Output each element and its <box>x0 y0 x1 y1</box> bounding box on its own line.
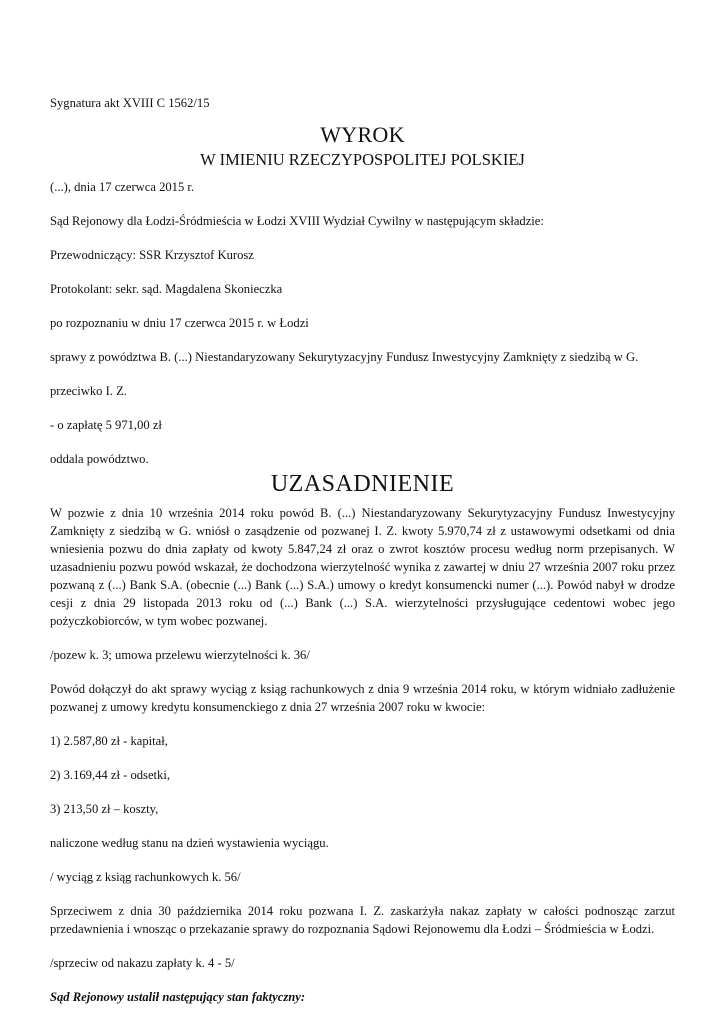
date-line: (...), dnia 17 czerwca 2015 r. <box>50 180 195 194</box>
reference-3: /sprzeciw od nakazu zapłaty k. 4 - 5/ <box>50 956 235 970</box>
justification-heading: UZASADNIENIE <box>270 471 455 497</box>
reference-2: / wyciąg z ksiąg rachunkowych k. 56/ <box>50 870 241 884</box>
list-item-capital: 1) 2.587,80 zł - kapitał, <box>50 734 168 748</box>
judgment-subtitle: W IMIENIU RZECZYPOSPOLITEJ POLSKIEJ <box>200 150 525 169</box>
justification-paragraph-2: Powód dołączył do akt sprawy wyciąg z ksiąg rachunkowych z dnia 9 września 2014 roku, w którym widniało zadłużenie pozwanej z umowy kredytu konsumenckiego z dnia 27 września 2007 roku w kwocie: <box>50 682 675 714</box>
justification-paragraph-1: W pozwie z dnia 10 września 2014 roku powód B. (...) Niestandaryzowany Sekurytyzacyjny Fundusz Inwestycyjny Zamknięty z siedzibą w G. wniósł o zasądzenie od pozwanej I. Z. kwoty 5.970,74 zł z ustawowymi odsetkami od dnia wniesienia pozwu do dnia zapłaty od kwoty 5.847,24 zł oraz o zwrot kosztów procesu według norm przepisanych. W uzasadnieniu pozwu powód wskazał, że dochodzona wierzytelność wynika z zawartej w dniu 27 września 2007 roku przez pozwaną z (...) Bank S.A. (obecnie (...) Bank (...) S.A.) umowy o kredyt konsumencki numer (...). Powód nabył w drodze cesji z dnia 29 listopada 2013 roku od (...) Bank (...) S.A. wierzytelności przysługujące cedentowi wobec jego pożyczkobiorców, w tym wobec pozwanej. <box>50 506 675 628</box>
chair-line: Przewodniczący: SSR Krzysztof Kurosz <box>50 248 254 262</box>
list-item-interest: 2) 3.169,44 zł - odsetki, <box>50 768 170 782</box>
judgment-title: WYROK <box>320 122 405 147</box>
verdict-line: oddala powództwo. <box>50 452 149 466</box>
facts-heading: Sąd Rejonowy ustalił następujący stan faktyczny: <box>50 990 306 1004</box>
claim-line: - o zapłatę 5 971,00 zł <box>50 418 162 432</box>
case-signature: Sygnatura akt XVIII C 1562/15 <box>50 96 210 110</box>
hearing-line: po rozpoznaniu w dniu 17 czerwca 2015 r. w Łodzi <box>50 316 309 330</box>
justification-paragraph-4: Sprzeciwem z dnia 30 października 2014 roku pozwana I. Z. zaskarżyła nakaz zapłaty w całości podnosząc zarzut przedawnienia i wnosząc o przekazanie sprawy do rozpoznania Sądowi Rejonowemu dla Łodzi – Śródmieścia w Łodzi. <box>50 904 675 936</box>
against-line: przeciwko I. Z. <box>50 384 127 398</box>
justification-paragraph-3: naliczone według stanu na dzień wystawienia wyciągu. <box>50 836 329 850</box>
clerk-line: Protokolant: sekr. sąd. Magdalena Skonieczka <box>50 282 283 296</box>
list-item-costs: 3) 213,50 zł – koszty, <box>50 802 159 816</box>
court-line: Sąd Rejonowy dla Łodzi-Śródmieścia w Łodzi XVIII Wydział Cywilny w następującym składzie: <box>50 214 544 228</box>
case-line: sprawy z powództwa B. (...) Niestandaryzowany Sekurytyzacyjny Fundusz Inwestycyjny Zamknięty z siedzibą w G. <box>50 350 639 364</box>
reference-1: /pozew k. 3; umowa przelewu wierzytelności k. 36/ <box>50 648 310 662</box>
